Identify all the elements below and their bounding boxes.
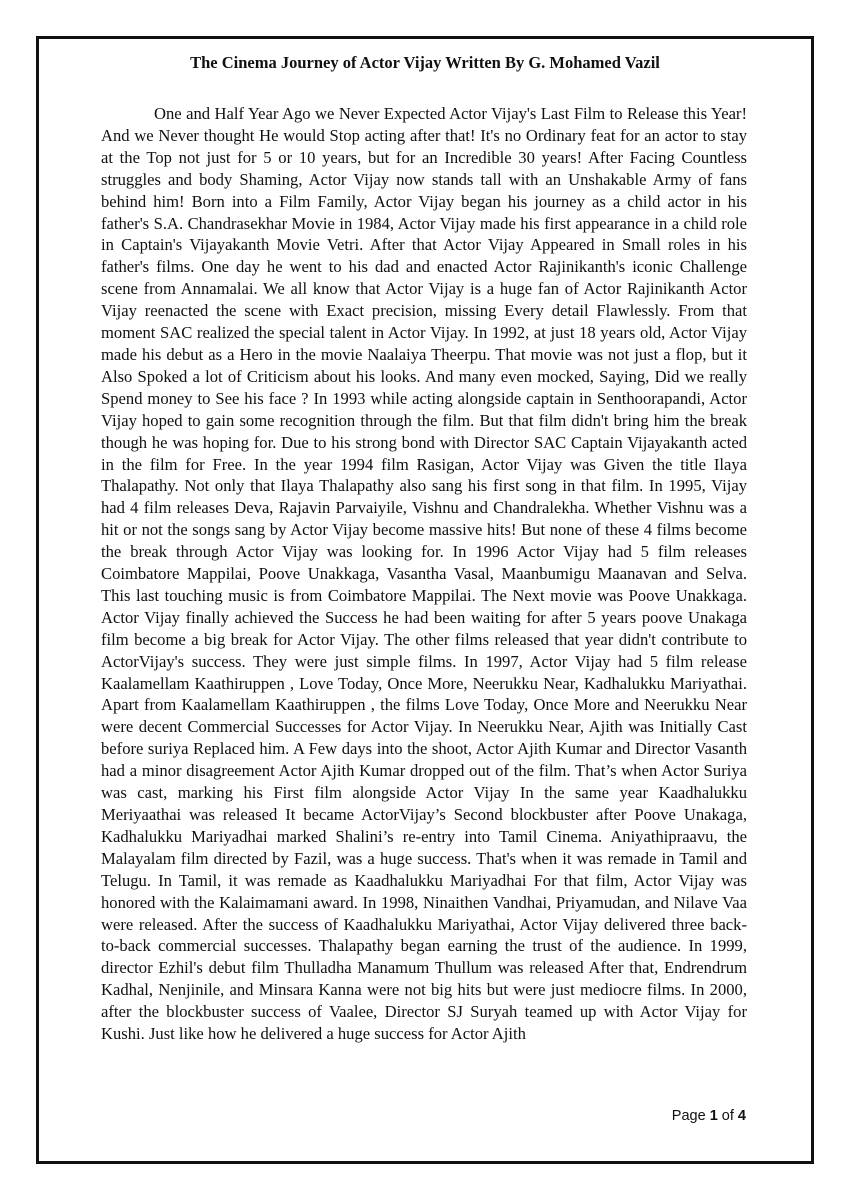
total-pages-number: 4 — [737, 1108, 746, 1124]
document-body-paragraph: One and Half Year Ago we Never Expected Actor Vijay's Last Film to Release this Year! And we Never thought He would Stop acting after that! It's no Ordinary feat for an actor to stay at the Top not just for 5 or 10 years, but for an Incredible 30 years! After Facing Countless struggles and body Shaming, Actor Vijay now stands tall with an Unshakable Army of fans behind him! Born into a Film Family, Actor Vijay began his journey as a child actor in his father's S.A. Chandrasekhar Movie in 1984, Actor Vijay made his first appearance in a child role in Captain's Vijayakanth Movie Vetri. After that Actor Vijay Appeared in Small roles in his father's films. One day he went to his dad and enacted Actor Rajinikanth's iconic Challenge scene from Annamalai. We all know that Actor Vijay is a huge fan of Actor Rajinikanth Actor Vijay reenacted the scene with Exact precision, missing Every detail Flawlessly. From that moment SAC realized the special talent in Actor Vijay. In 1992, at just 18 years old, Actor Vijay made his debut as a Hero in the movie Naalaiya Theerpu. That movie was not just a flop, but it Also Spoked a lot of Criticism about his looks. And many even mocked, Saying, Did we really Spend money to See his face ? In 1993 while acting alongside captain in Senthoorapandi, Actor Vijay hoped to gain some recognition through the film. But that film didn't bring him the break though he was hoping for. Due to his strong bond with Director SAC Captain Vijayakanth acted in the film for Free. In the year 1994 film Rasigan, Actor Vijay was Given the title Ilaya Thalapathy. Not only that Ilaya Thalapathy also sang his first song in that film. In 1995, Vijay had 4 film releases Deva, Rajavin Parvaiyile, Vishnu and Chandralekha. Whether Vishnu was a hit or not the songs sang by Actor Vijay become massive hits! But none of these 4 films become the break through Actor Vijay was looking for. In 1996 Actor Vijay had 5 film releases Coimbatore Mappilai, Poove Unakkaga, Vasantha Vasal, Maanbumigu Maanavan and Selva. This last touching music is from Coimbatore Mappilai. The Next movie was Poove Unakkaga. Actor Vijay finally achieved the Success he had been waiting for after 5 years poove Unakaga film become a big break for Actor Vijay. The other films released that year didn't contribute to ActorVijay's success. They were just simple films. In 1997, Actor Vijay had 5 film release Kaalamellam Kaathiruppen , Love Today, Once More, Neerukku Near, Kadhalukku Mariyathai. Apart from Kaalamellam Kaathiruppen , the films Love Today, Once More and Neerukku Near were decent Commercial Successes for Actor Vijay. In Neerukku Near, Ajith was Initially Cast before suriya Replaced him. A Few days into the shoot, Actor Ajith Kumar and Director Vasanth had a minor disagreement Actor Ajith Kumar dropped out of the film. That’s when Actor Suriya was cast, marking his First film alongside Actor Vijay In the same year Kaadhalukku Meriyaathai was released It became ActorVijay’s Second blockbuster after Poove Unakaga, Kadhalukku Mariyadhai marked Shalini’s re-entry into Tamil Cinema. Aniyathipraavu, the Malayalam film directed by Fazil, was a huge success. That's when it was remade in Tamil and Telugu. In Tamil, it was remade as Kaadhalukku Mariyadhai For that film, Actor Vijay was honored with the Kalaimamani award. In 1998, Ninaithen Vandhai, Priyamudan, and Nilave Vaa were released. After the success of Kaadhalukku Mariyathai, Actor Vijay delivered three back-to-back commercial successes. Thalapathy began earning the trust of the audience. In 1999, director Ezhil's debut film Thulladha Manamum Thullum was released After that, Endrendrum Kadhal, Nenjinile, and Minsara Kanna were not big hits but were just mediocre films. In 2000, after the blockbuster success of Vaalee, Director SJ Suryah teamed up with Actor Vijay for Kushi. Just like how he delivered a huge success for Actor Ajith — [101, 104, 747, 1044]
page-number-footer — [672, 1108, 746, 1124]
document-title: The Cinema Journey of Actor Vijay Written By G. Mohamed Vazil — [190, 53, 660, 72]
page-of-label: of — [721, 1108, 734, 1124]
current-page-number: 1 — [709, 1108, 718, 1124]
page-label: Page — [671, 1108, 706, 1124]
